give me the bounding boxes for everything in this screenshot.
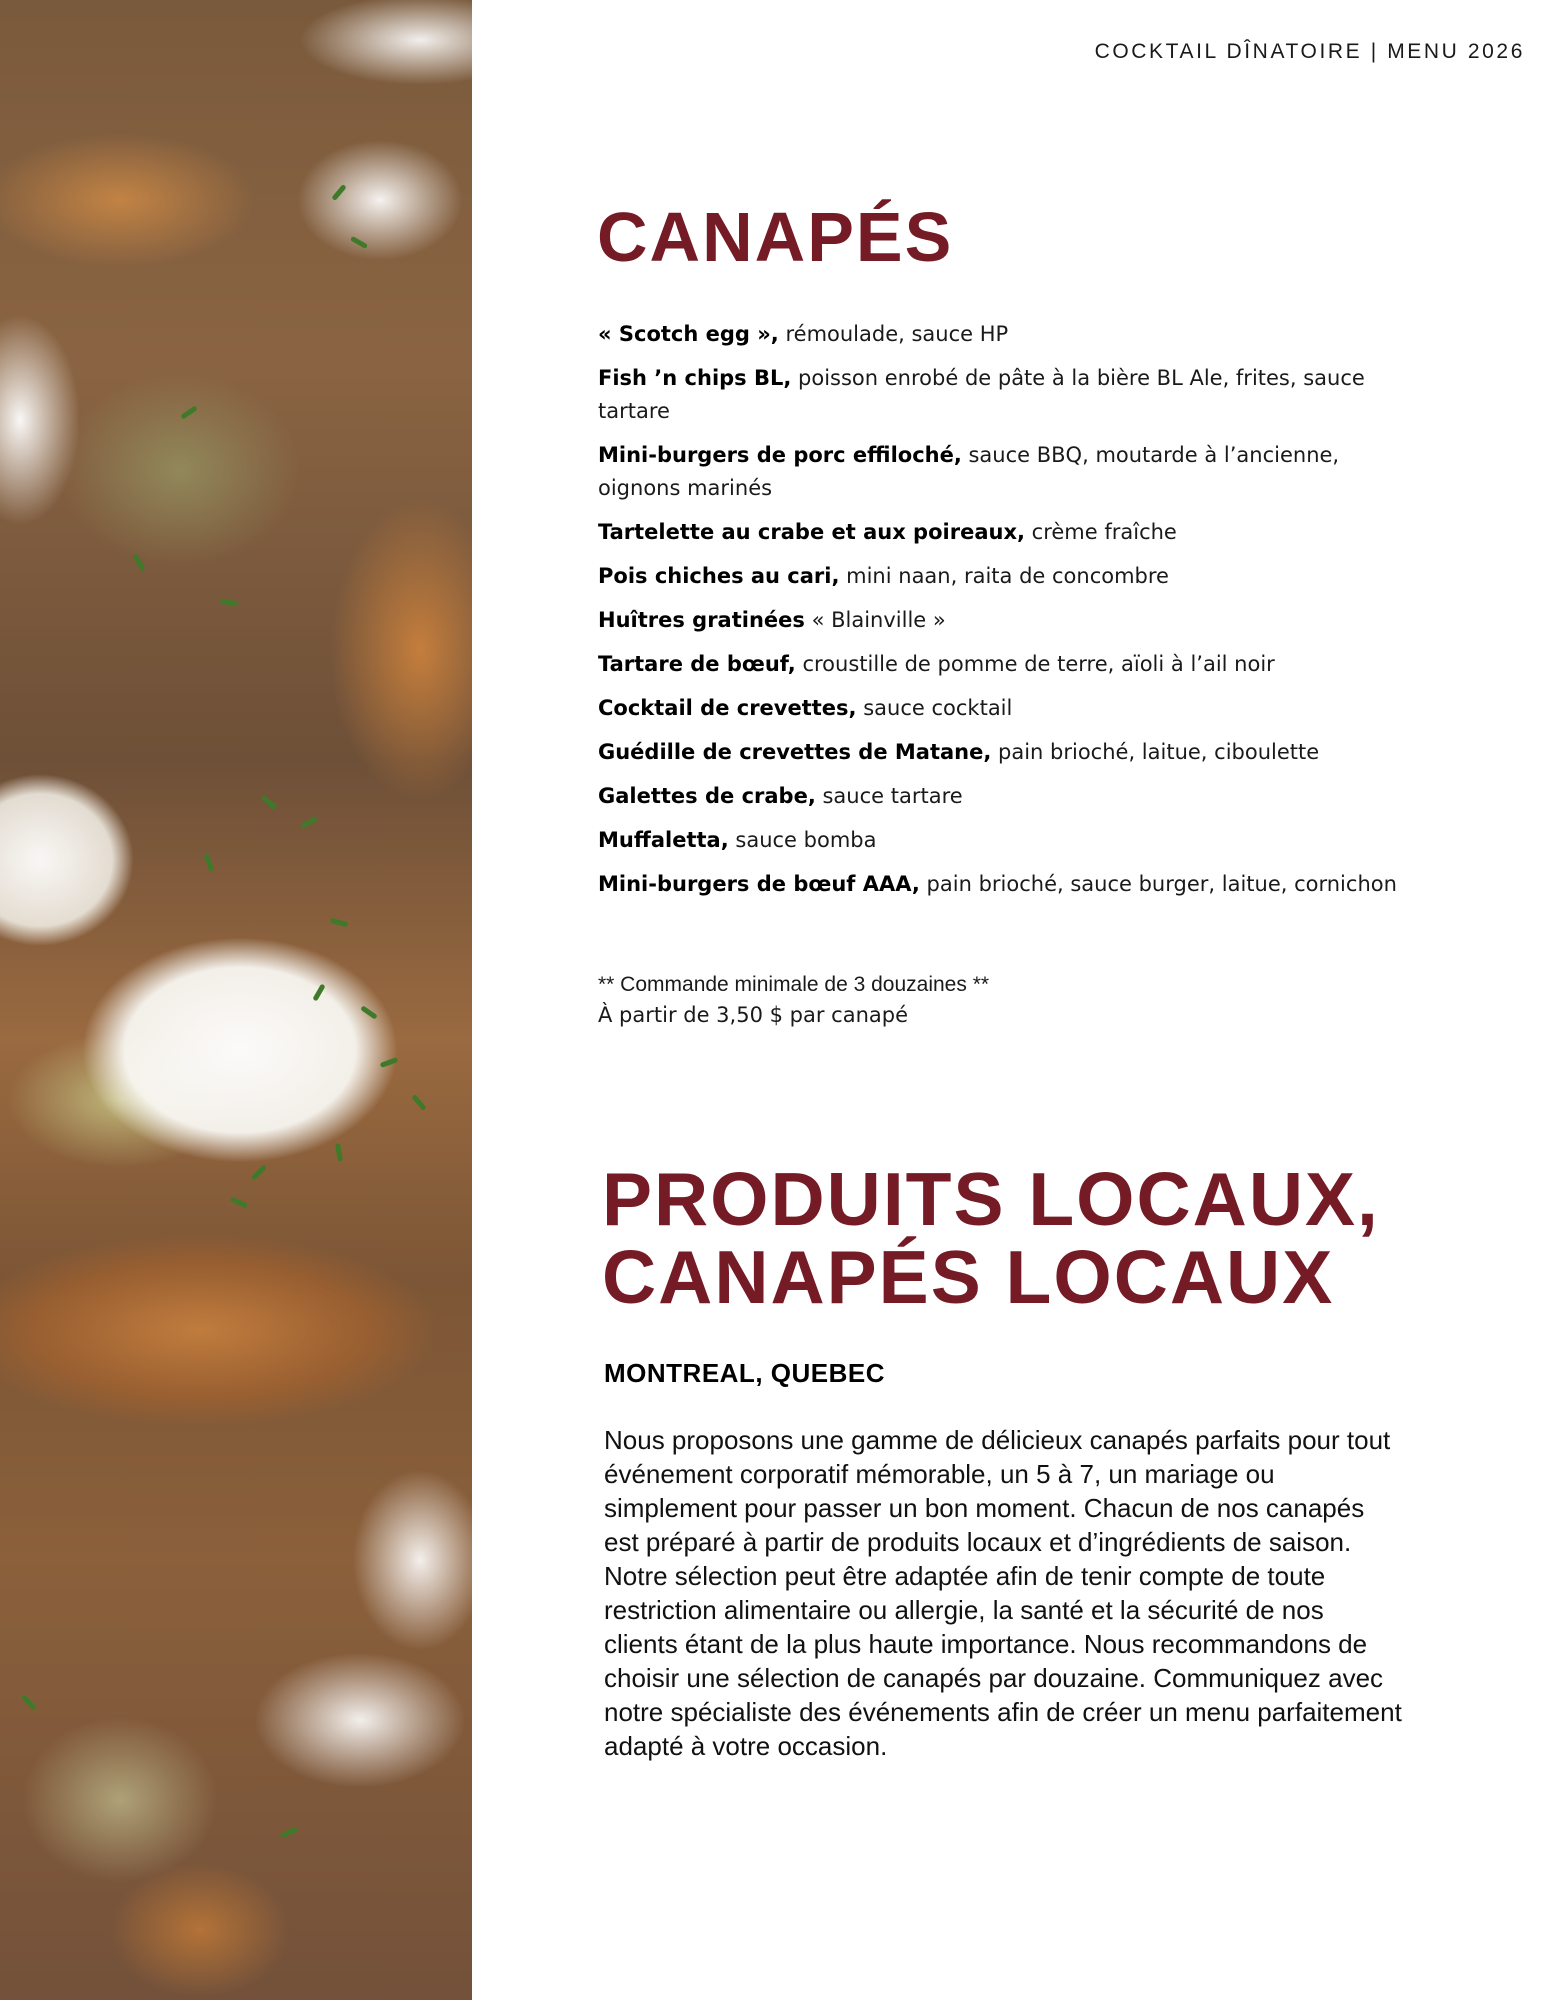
dish-name: Tartelette au crabe et aux poireaux, xyxy=(598,520,1025,544)
section-title-line: CANAPÉS LOCAUX xyxy=(602,1235,1335,1319)
dish-name: « Scotch egg », xyxy=(598,322,779,346)
herb-garnish xyxy=(300,816,318,829)
dish-description: sauce cocktail xyxy=(856,696,1013,720)
herb-garnish xyxy=(312,983,325,1001)
section-title-local xyxy=(602,1157,1522,1319)
herb-garnish xyxy=(380,1057,399,1068)
menu-item xyxy=(598,560,1398,593)
menu-item xyxy=(598,692,1398,725)
dish-description: mini naan, raita de concombre xyxy=(839,564,1169,588)
price-note: À partir de 3,50 $ par canapé xyxy=(598,1003,908,1027)
dish-description: croustille de pomme de terre, aïoli à l’ail noir xyxy=(795,652,1275,676)
menu-item xyxy=(598,439,1398,505)
dish-name: Fish ’n chips BL, xyxy=(598,366,792,390)
dish-description: sauce BBQ, moutarde à l’ancienne, oignons marinés xyxy=(598,443,1340,500)
canape-photo xyxy=(0,0,472,2000)
menu-item xyxy=(598,362,1398,428)
herb-garnish xyxy=(350,236,368,249)
herb-garnish xyxy=(251,1164,267,1180)
dish-description: rémoulade, sauce HP xyxy=(778,322,1009,346)
herb-garnish xyxy=(204,853,215,872)
minimum-order-note: ** Commande minimale de 3 douzaines ** xyxy=(598,973,990,996)
dish-description: « Blainville » xyxy=(804,608,946,632)
menu-item xyxy=(598,318,1398,351)
menu-item xyxy=(598,736,1398,769)
menu-item xyxy=(598,780,1398,813)
herb-garnish xyxy=(21,1694,37,1710)
dish-name: Guédille de crevettes de Matane, xyxy=(598,740,992,764)
dish-description: sauce tartare xyxy=(815,784,963,808)
herb-garnish xyxy=(331,184,346,201)
document-header: COCKTAIL DÎNATOIRE | MENU 2026 xyxy=(1094,40,1525,63)
dish-name: Mini-burgers de bœuf AAA, xyxy=(598,872,920,896)
section-title-line: PRODUITS LOCAUX, xyxy=(602,1157,1380,1241)
herb-garnish xyxy=(360,1005,378,1019)
intro-paragraph: Nous proposons une gamme de délicieux canapés parfaits pour tout événement corporatif mémorable, un 5 à 7, un mariage ou simplement pour passer un bon moment. Chacun de nos canapés est préparé à partir de produits locaux et d’ingrédients de saison. Notre sélection peut être adaptée afin de tenir compte de toute restriction alimentaire ou allergie, la santé et la sécurité de nos clients étant de la plus haute importance. Nous recommandons de choisir une sélection de canapés par douzaine. Communiquez avec notre spécialiste des événements afin de créer un menu parfaitement adapté à votre occasion. xyxy=(604,1425,1402,1761)
dish-name: Huîtres gratinées xyxy=(598,608,805,632)
herb-garnish xyxy=(230,1196,248,1208)
section-title-canapes: CANAPÉS xyxy=(597,198,954,276)
dish-description: sauce bomba xyxy=(728,828,877,852)
dish-name: Tartare de bœuf, xyxy=(598,652,796,676)
menu-item xyxy=(598,604,1398,637)
dish-name: Pois chiches au cari, xyxy=(598,564,840,588)
dish-name: Muffaletta, xyxy=(598,828,729,852)
herb-garnish xyxy=(411,1094,426,1111)
herb-garnish xyxy=(335,1143,343,1162)
dish-description: pain brioché, sauce burger, laitue, cornichon xyxy=(919,872,1397,896)
dish-description: crème fraîche xyxy=(1024,520,1177,544)
herb-garnish xyxy=(132,553,145,571)
dish-name: Mini-burgers de porc effiloché, xyxy=(598,443,962,467)
herb-garnish xyxy=(330,918,349,927)
dish-description: pain brioché, laitue, ciboulette xyxy=(991,740,1320,764)
dish-name: Galettes de crabe, xyxy=(598,784,816,808)
herb-garnish xyxy=(260,795,277,810)
canapes-menu-list xyxy=(598,318,1398,912)
menu-item xyxy=(598,868,1398,901)
order-note xyxy=(598,970,1298,1030)
herb-garnish xyxy=(180,405,198,419)
menu-item xyxy=(598,516,1398,549)
dish-name: Cocktail de crevettes, xyxy=(598,696,857,720)
herb-garnish xyxy=(280,1826,298,1838)
dish-description: poisson enrobé de pâte à la bière BL Ale, frites, sauce tartare xyxy=(598,366,1365,423)
menu-item xyxy=(598,824,1398,857)
herb-garnish xyxy=(220,598,239,606)
location-label: MONTREAL, QUEBEC xyxy=(604,1358,885,1388)
menu-item xyxy=(598,648,1398,681)
